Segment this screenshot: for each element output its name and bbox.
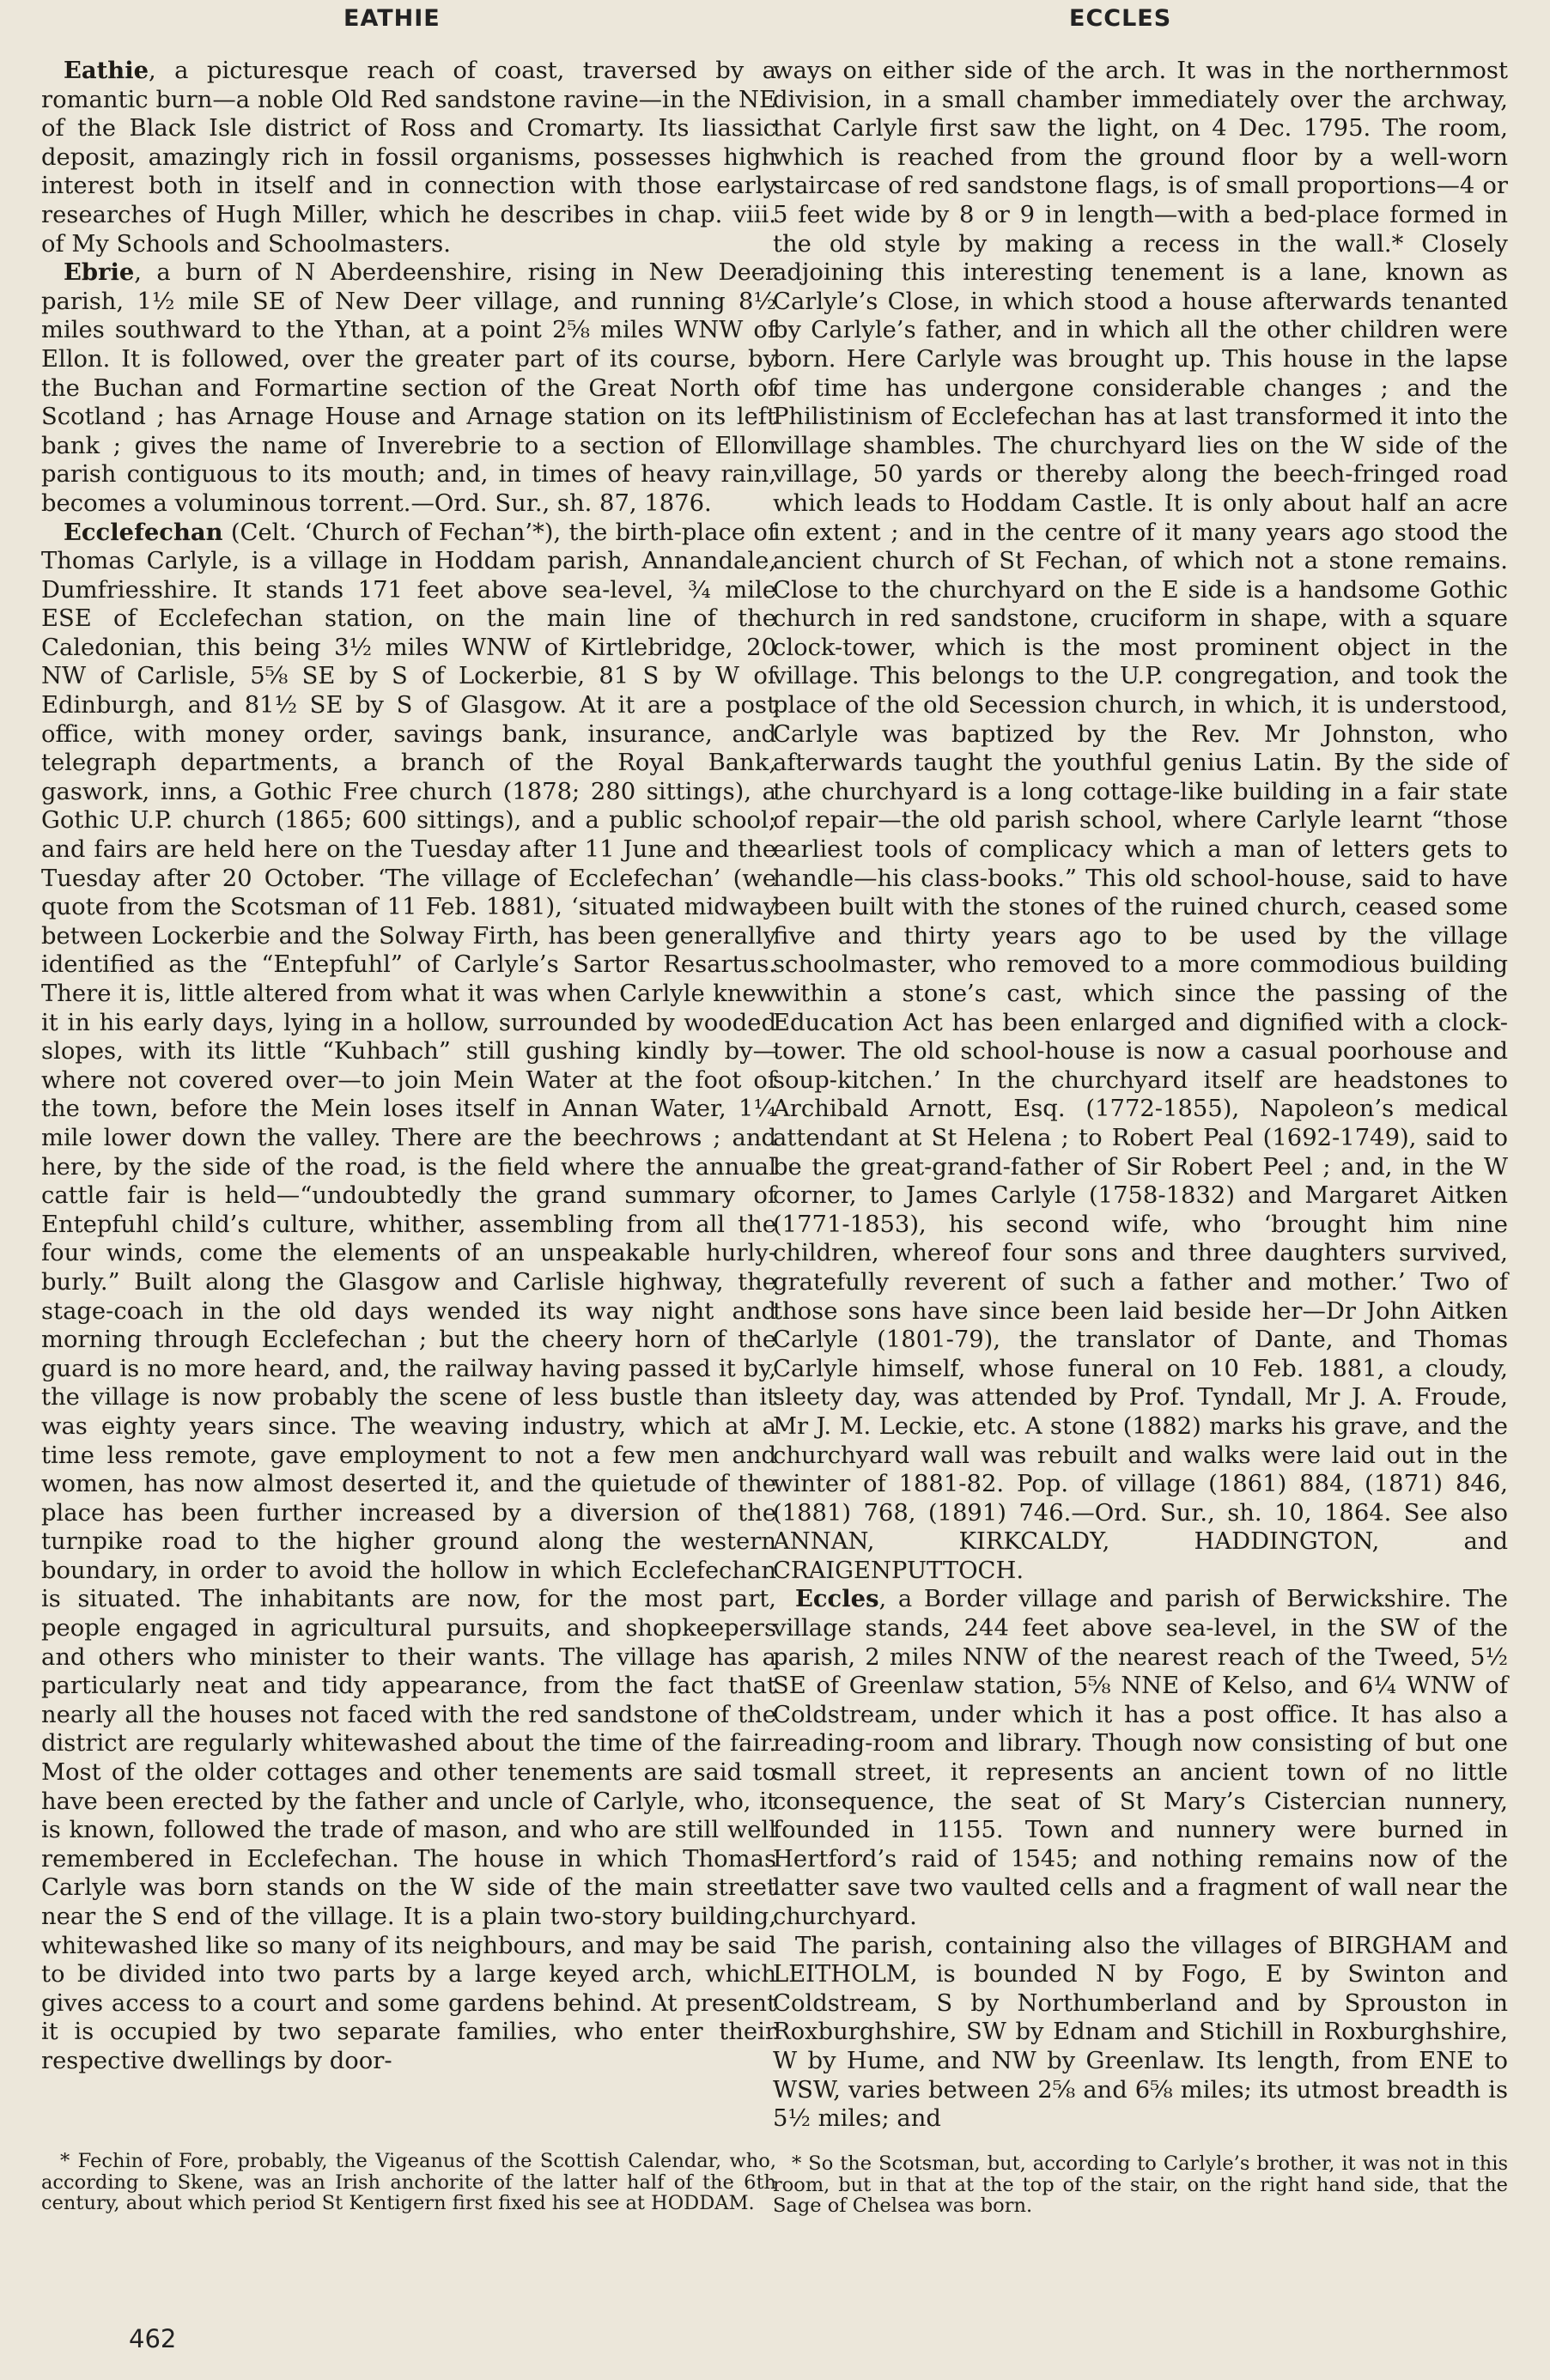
entry-eccles-parish bbox=[773, 1932, 1508, 2134]
entry-ecclefechan-continued bbox=[773, 57, 1508, 1585]
footnote-left: * Fechin of Fore, probably, the Vigeanus of the Scottish Calendar, who, according to Skene, was an Irish anchorite of the latter half of the 6th century, about which period St Kentigern first fixed his see at HODDAM. bbox=[41, 2150, 776, 2214]
running-head-right: ECCLES bbox=[1069, 5, 1172, 32]
right-column bbox=[773, 57, 1508, 2134]
entry-text: ways on either side of the arch. It was in the northernmost division, in a small chamber immediately over the archway, that Carlyle first saw the light, on 4 Dec. 1795. The room, which is reached from the ground floor by a well-worn staircase of red sandstone flags, is of small proportions—4 or 5 feet wide by 8 or 9 in length—with a bed-place formed in the old style by making a recess in the wall.* Closely adjoining this interesting tenement is a lane, known as Carlyle’s Close, in which stood a house afterwards tenanted by Carlyle’s father, and in which all the other children were born. Here Carlyle was brought up. This house in the lapse of time has undergone considerable changes ; and the Philistinism of Ecclefechan has at last transformed it into the village shambles. The churchyard lies on the W side of the village, 50 yards or thereby along the beech-fringed road which leads to Hoddam Castle. It is only about half an acre in extent ; and in the centre of it many years ago stood the ancient church of St Fechan, of which not a stone remains. Close to the churchyard on the E side is a handsome Gothic church in red sandstone, cruciform in shape, with a square clock-tower, which is the most prominent object in the village. This belongs to the U.P. congregation, and took the place of the old Secession church, in which, it is understood, Carlyle was baptized by the Rev. Mr Johnston, who afterwards taught the youthful genius Latin. By the side of the churchyard is a long cottage-like building in a fair state of repair—the old parish school, where Carlyle learnt “those earliest tools of complicacy which a man of letters gets to handle—his class-books.” This old school-house, said to have been built with the stones of the ruined church, ceased some five and thirty years ago to be used by the village schoolmaster, who removed to a more commodious building within a stone’s cast, which since the passing of the Education Act has been enlarged and dignified with a clock-tower. The old school-house is now a casual poorhouse and soup-kitchen.’ In the churchyard itself are headstones to Archibald Arnott, Esq. (1772-1855), Napoleon’s medical attendant at St Helena ; to Robert Peal (1692-1749), said to be the great-grand-father of Sir Robert Peel ; and, in the W corner, to James Carlyle (1758-1832) and Margaret Aitken (1771-1853), his second wife, who ‘brought him nine children, whereof four sons and three daughters survived, gratefully reverent of such a father and mother.’ Two of those sons have since been laid beside her—Dr John Aitken Carlyle (1801-79), the translator of Dante, and Thomas Carlyle himself, whose funeral on 10 Feb. 1881, a cloudy, sleety day, was attended by Prof. Tyndall, Mr J. A. Froude, Mr J. M. Leckie, etc. A stone (1882) marks his grave, and the churchyard wall was rebuilt and walks were laid out in the winter of 1881-82. Pop. of village (1861) 884, (1871) 846, (1881) 768, (1891) 746.—Ord. Sur., sh. 10, 1864. See also ANNAN, KIRKCALDY, HADDINGTON, and CRAIGENPUTTOCH. bbox=[773, 58, 1508, 1584]
entry-text: , a Border village and parish of Berwickshire. The village stands, 244 feet above sea-level, in the SW of the parish, 2 miles NNW of the nearest reach of the Tweed, 5½ SE of Greenlaw station, 5⅝ NNE of Kelso, and 6¼ WNW of Coldstream, under which it has a post office. It has also a reading-room and library. Though now consisting of but one small street, it represents an ancient town of no little consequence, the seat of St Mary’s Cistercian nunnery, founded in 1155. Town and nunnery were burned in Hertford’s raid of 1545; and nothing remains now of the latter save two vaulted cells and a fragment of wall near the churchyard. bbox=[773, 1586, 1508, 1930]
entry-text: (Celt. ‘Church of Fechan’*), the birth-place of Thomas Carlyle, is a village in Hoddam parish, Annandale, Dumfriesshire. It stands 171 feet above sea-level, ¾ mile ESE of Ecclefechan station, on the main line of the Caledonian, this being 3½ miles WNW of Kirtlebridge, 20 NW of Carlisle, 5⅝ SE by S of Lockerbie, 81 S by W of Edinburgh, and 81½ SE by S of Glasgow. At it are a post office, with money order, savings bank, insurance, and telegraph departments, a branch of the Royal Bank, gaswork, inns, a Gothic Free church (1878; 280 sittings), a Gothic U.P. church (1865; 600 sittings), and a public school; and fairs are held here on the Tuesday after 11 June and the Tuesday after 20 October. ‘The village of Ecclefechan’ (we quote from the Scotsman of 11 Feb. 1881), ‘situated midway between Lockerbie and the Solway Firth, has been generally identified as the “Entepfuhl” of Carlyle’s Sartor Resartus. There it is, little altered from what it was when Carlyle knew it in his early days, lying in a hollow, surrounded by wooded slopes, with its little “Kuhbach” still gushing kindly by—where not covered over—to join Mein Water at the foot of the town, before the Mein loses itself in Annan Water, 1¼ mile lower down the valley. There are the beechrows ; and here, by the side of the road, is the field where the annual cattle fair is held—“undoubtedly the grand summary of Entepfuhl child’s culture, whither, assembling from all the four winds, come the elements of an unspeakable hurly-burly.” Built along the Glasgow and Carlisle highway, the stage-coach in the old days wended its way night and morning through Ecclefechan ; but the cheery horn of the guard is no more heard, and, the railway having passed it by, the village is now probably the scene of less bustle than it was eighty years since. The weaving industry, which at a time less remote, gave employment to not a few men and women, has now almost deserted it, and the quietude of the place has been further increased by a diversion of the turnpike road to the higher ground along the western boundary, in order to avoid the hollow in which Ecclefechan is situated. The inhabitants are now, for the most part, people engaged in agricultural pursuits, and shopkeepers and others who minister to their wants. The village has a particularly neat and tidy appearance, from the fact that nearly all the houses not faced with the red sandstone of the district are regularly whitewashed about the time of the fair. Most of the older cottages and other tenements are said to have been erected by the father and uncle of Carlyle, who, it is known, followed the trade of mason, and who are still well remembered in Ecclefechan. The house in which Thomas Carlyle was born stands on the W side of the main street near the S end of the village. It is a plain two-story building, whitewashed like so many of its neighbours, and may be said to be divided into two parts by a large keyed arch, which gives access to a court and some gardens behind. At present it is occupied by two separate families, who enter their respective dwellings by door- bbox=[41, 519, 776, 2074]
entry-headword: Eccles bbox=[795, 1585, 879, 1613]
left-column bbox=[41, 57, 776, 2076]
running-head-left: EATHIE bbox=[343, 5, 441, 32]
entry-ecclefechan bbox=[41, 519, 776, 2076]
entry-ebrie bbox=[41, 258, 776, 518]
entry-text: The parish, containing also the villages of BIRGHAM and LEITHOLM, is bounded N by Fogo, E by Swinton and Coldstream, S by Northumberland and by Sprouston in Roxburghshire, SW by Ednam and Stichill in Roxburghshire, W by Hume, and NW by Greenlaw. Its length, from ENE to WSW, varies between 2⅝ and 6⅝ miles; its utmost breadth is 5½ miles; and bbox=[773, 1932, 1508, 2133]
entry-eccles bbox=[773, 1585, 1508, 1931]
entry-headword: Ecclefechan bbox=[64, 518, 223, 546]
entry-headword: Eathie bbox=[64, 57, 149, 84]
entry-text: , a picturesque reach of coast, traversed by a romantic burn—a noble Old Red sandstone ravine—in the NE of the Black Isle district of Ross and Cromarty. Its liassic deposit, amazingly rich in fossil organisms, possesses high interest both in itself and in connection with those early researches of Hugh Miller, which he describes in chap. viii. of My Schools and Schoolmasters. bbox=[41, 58, 776, 258]
entry-headword: Ebrie bbox=[64, 258, 135, 287]
entry-text: , a burn of N Aberdeenshire, rising in New Deer parish, 1½ mile SE of New Deer village, and running 8½ miles southward to the Ythan, at a point 2⅝ miles WNW of Ellon. It is followed, over the greater part of its course, by the Buchan and Formartine section of the Great North of Scotland ; has Arnage House and Arnage station on its left bank ; gives the name of Inverebrie to a section of Ellon parish contiguous to its mouth; and, in times of heavy rain, becomes a voluminous torrent.—Ord. Sur., sh. 87, 1876. bbox=[41, 259, 776, 517]
footnote-right: * So the Scotsman, but, according to Carlyle’s brother, it was not in this room, but in that at the top of the stair, on the right hand side, that the Sage of Chelsea was born. bbox=[773, 2152, 1508, 2217]
page-number: 462 bbox=[129, 2324, 177, 2353]
entry-eathie bbox=[41, 57, 776, 258]
